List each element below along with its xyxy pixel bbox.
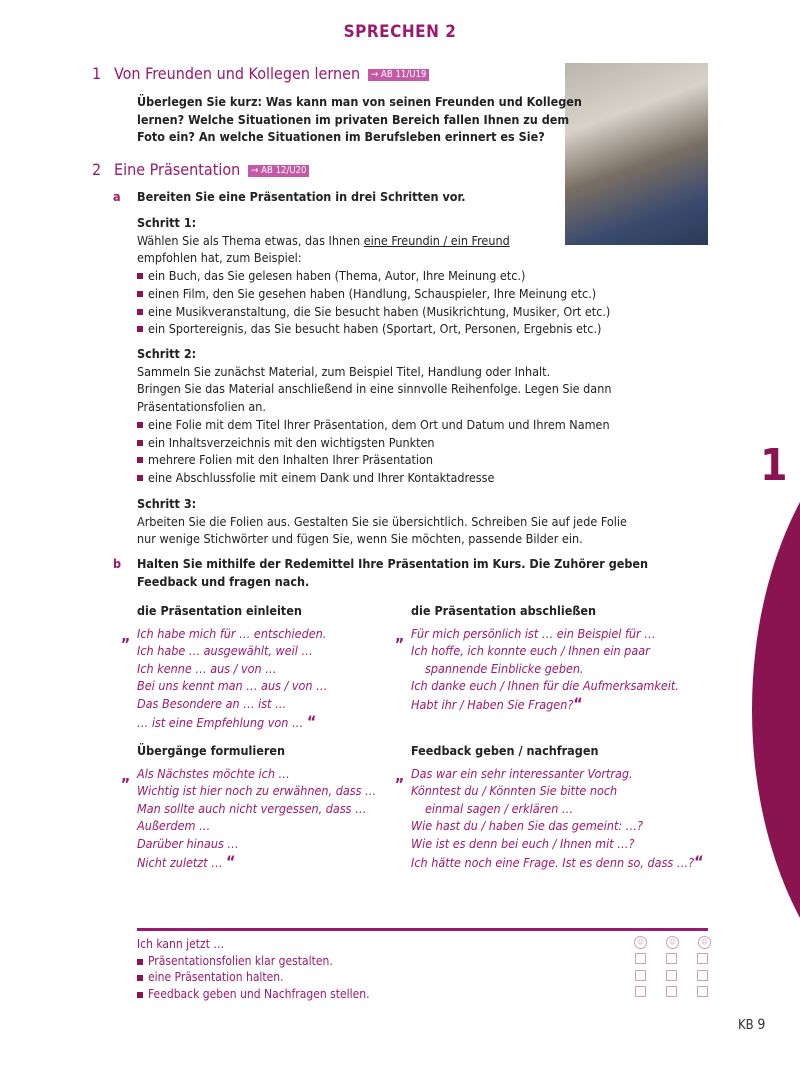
phrase: Außerdem … <box>137 818 211 834</box>
checkbox[interactable] <box>666 970 677 981</box>
chapter-number: 1 <box>760 440 788 491</box>
phrase: Wichtig ist hier noch zu erwähnen, dass … <box>137 783 377 799</box>
can-do-list <box>137 936 370 1002</box>
step3 <box>137 495 697 548</box>
phrase: Ich kenne … aus / von … <box>137 660 277 676</box>
can-do-item: eine Präsentation halten. <box>137 969 370 986</box>
phrase: Für mich persönlich ist … ein Beispiel für … <box>411 625 656 641</box>
very-happy-face-icon: ☺ <box>634 936 647 949</box>
phrase: Ich habe … ausgewählt, weil … <box>137 643 313 659</box>
phrase: Bei uns kennt man … aus / von … <box>137 678 328 694</box>
subtask-label: b <box>113 556 122 571</box>
phrase: Wie hast du / haben Sie das gemeint: …? <box>411 818 643 834</box>
task-title: Von Freunden und Kollegen lernen <box>114 64 361 83</box>
text-line: nur wenige Stichwörter und fügen Sie, wenn Sie möchten, passende Bilder ein. <box>137 531 583 547</box>
checkbox[interactable] <box>697 970 708 981</box>
phrase: Das war ein sehr interessanter Vortrag. <box>411 765 633 781</box>
page-title: SPRECHEN 2 <box>343 22 457 42</box>
checkbox[interactable] <box>635 970 646 981</box>
bullet-item: eine Abschlussfolie mit einem Dank und Ihrer Kontaktadresse <box>137 469 697 487</box>
step2 <box>137 345 697 487</box>
task2a <box>113 188 643 206</box>
close-quote-icon: “ <box>694 851 704 871</box>
task2b <box>113 555 673 590</box>
open-quote-icon: „ <box>395 625 405 645</box>
phrases-abschliessen <box>395 602 711 714</box>
text-line: Sammeln Sie zunächst Material, zum Beispiel Titel, Handlung oder Inhalt. <box>137 363 551 379</box>
phrases-uebergaenge <box>121 742 397 871</box>
task-number: 2 <box>92 160 102 179</box>
phrase: Ich habe mich für … entschieden. <box>137 625 327 641</box>
page-number: 9 <box>757 1017 766 1033</box>
book-code: KB <box>738 1018 754 1033</box>
happy-face-icon: ☺ <box>666 936 679 949</box>
text-line: Präsentationsfolien an. <box>137 399 266 415</box>
phrase: Ich hätte noch eine Frage. Ist es denn so, dass …? <box>411 854 695 870</box>
bullet-item: ein Sportereignis, das Sie besucht haben (Sportart, Ort, Personen, Ergebnis etc.) <box>137 320 657 338</box>
checkbox[interactable] <box>635 986 646 997</box>
step-heading: Schritt 3: <box>137 496 197 511</box>
phrase-heading: Übergänge formulieren <box>137 743 286 758</box>
task2-heading <box>92 160 309 179</box>
phrases-einleiten <box>121 602 397 731</box>
page-footer <box>738 1017 765 1033</box>
text-line: Überlegen Sie kurz: Was kann man von seinen Freunden und Kollegen <box>137 94 582 109</box>
checkbox[interactable] <box>697 953 708 964</box>
text-line: Bringen Sie das Material anschließend in eine sinnvolle Reihenfolge. Legen Sie dann <box>137 381 612 397</box>
open-quote-icon: „ <box>121 765 131 785</box>
task1-text <box>137 93 582 146</box>
phrase: Ich hoffe, ich konnte euch / Ihnen ein paar <box>411 643 650 659</box>
checkbox[interactable] <box>635 953 646 964</box>
phrase: einmal sagen / erklären … <box>425 800 574 816</box>
phrase: Könntest du / Könnten Sie bitte noch <box>411 783 618 799</box>
step-heading: Schritt 2: <box>137 346 197 361</box>
phrase-heading: Feedback geben / nachfragen <box>411 743 599 758</box>
self-assessment-grid <box>634 936 714 1003</box>
divider <box>137 928 708 931</box>
phrase: Wie ist es denn bei euch / Ihnen mit …? <box>411 836 635 852</box>
bullet-item: ein Buch, das Sie gelesen haben (Thema, Autor, Ihre Meinung etc.) <box>137 267 657 285</box>
bullet-item: ein Inhaltsverzeichnis mit den wichtigsten Punkten <box>137 434 697 452</box>
open-quote-icon: „ <box>121 625 131 645</box>
text: Wählen Sie als Thema etwas, das Ihnen <box>137 232 364 248</box>
open-quote-icon: „ <box>395 765 405 785</box>
step-heading: Schritt 1: <box>137 215 197 230</box>
phrase: Das Besondere an … ist … <box>137 696 287 712</box>
subtask-instruction: Bereiten Sie eine Präsentation in drei Schritten vor. <box>137 189 466 204</box>
close-quote-icon: “ <box>226 851 236 871</box>
text: empfohlen hat, zum Beispiel: <box>137 250 302 266</box>
text-line: Foto ein? An welche Situationen im Berufsleben erinnert es Sie? <box>137 129 545 145</box>
bullet-item: eine Folie mit dem Titel Ihrer Präsentation, dem Ort und Datum und Ihrem Namen <box>137 416 697 434</box>
bullet-item: eine Musikveranstaltung, die Sie besucht haben (Musikrichtung, Musiker, Ort etc.) <box>137 303 657 321</box>
bullet-item: mehrere Folien mit den Inhalten Ihrer Präsentation <box>137 451 697 469</box>
phrase: Als Nächstes möchte ich … <box>137 765 290 781</box>
phrase-heading: die Präsentation einleiten <box>137 603 302 618</box>
task-title: Eine Präsentation <box>114 160 241 179</box>
phrase: Darüber hinaus … <box>137 836 239 852</box>
phrase: Habt ihr / Haben Sie Fragen? <box>411 697 574 713</box>
subtask-instruction: Feedback und fragen nach. <box>137 573 310 589</box>
can-do-item: Präsentationsfolien klar gestalten. <box>137 953 370 970</box>
phrase: Ich danke euch / Ihnen für die Aufmerksamkeit. <box>411 678 679 694</box>
subtask-instruction: Halten Sie mithilfe der Redemittel Ihre Präsentation im Kurs. Die Zuhörer geben <box>137 556 649 571</box>
subtask-label: a <box>113 189 121 204</box>
can-do-item: Feedback geben und Nachfragen stellen. <box>137 986 370 1003</box>
workbook-reference[interactable]: → AB 12/Ü20 <box>248 165 309 177</box>
phrase: Man sollte auch nicht vergessen, dass … <box>137 800 367 816</box>
task1-heading <box>92 64 429 83</box>
underlined-text: eine Freundin / ein Freund <box>363 232 510 248</box>
bullet-item: einen Film, den Sie gesehen haben (Handlung, Schauspieler, Ihre Meinung etc.) <box>137 285 657 303</box>
step1 <box>137 214 657 338</box>
checkbox[interactable] <box>666 986 677 997</box>
phrases-feedback <box>395 742 731 871</box>
close-quote-icon: “ <box>573 694 583 714</box>
phrase-heading: die Präsentation abschließen <box>411 603 597 618</box>
text-line: lernen? Welche Situationen im privaten Bereich fallen Ihnen zu dem <box>137 111 570 127</box>
phrase: … ist eine Empfehlung von … <box>137 714 304 730</box>
phrase: spannende Einblicke geben. <box>425 660 584 676</box>
text-line: Arbeiten Sie die Folien aus. Gestalten Sie sie übersichtlich. Schreiben Sie auf jede Folie <box>137 513 627 529</box>
workbook-reference[interactable]: → AB 11/Ü19 <box>368 69 429 81</box>
close-quote-icon: “ <box>306 711 317 731</box>
can-do-intro: Ich kann jetzt … <box>137 937 225 951</box>
sad-face-icon: ☹ <box>698 936 711 949</box>
checkbox[interactable] <box>666 953 677 964</box>
task-number: 1 <box>92 64 102 83</box>
checkbox[interactable] <box>697 986 708 997</box>
phrase: Nicht zuletzt … <box>137 854 223 870</box>
